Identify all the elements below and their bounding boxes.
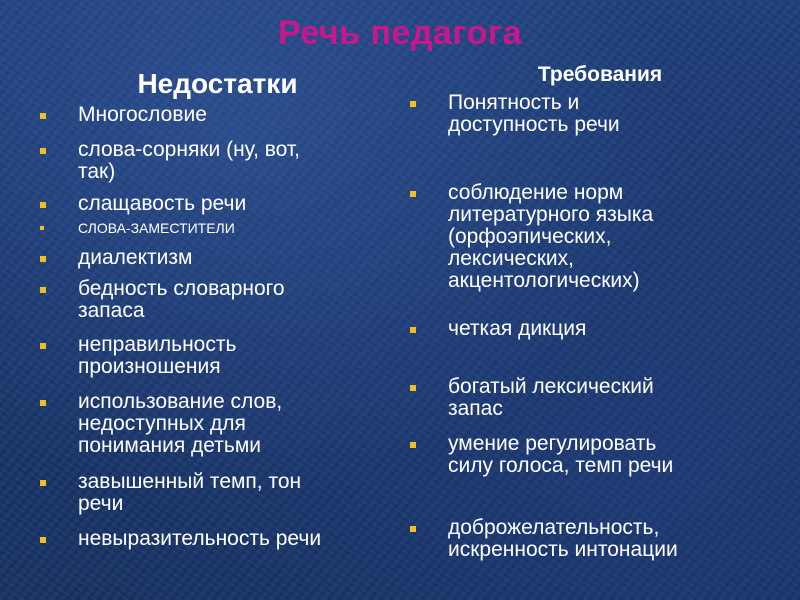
item-line: бедность словарного — [78, 277, 285, 300]
item-line: завышенный темп, тон — [78, 470, 302, 493]
item-line: неправильность — [78, 333, 237, 356]
bullet-icon — [40, 287, 46, 293]
bullet-icon — [410, 327, 416, 333]
bullet-icon — [410, 385, 416, 391]
bullet-icon — [40, 226, 44, 230]
item-line: произношения — [78, 355, 221, 378]
bullet-icon — [410, 101, 416, 107]
bullet-icon — [40, 537, 46, 543]
item-line: лексических, — [448, 247, 574, 270]
bullet-icon — [410, 442, 416, 448]
item-line: богатый лексический — [448, 375, 654, 398]
item-line: искренность интонации — [448, 538, 678, 561]
item-line: запаса — [78, 299, 145, 322]
item-line: умение регулировать — [448, 432, 657, 455]
item-line: недоступных для — [78, 412, 246, 435]
bullet-icon — [40, 148, 46, 154]
item-line: СЛОВА-ЗАМЕСТИТЕЛИ — [78, 220, 235, 236]
bullet-icon — [40, 480, 46, 486]
item-line: соблюдение норм — [448, 181, 624, 204]
bullet-icon — [40, 113, 46, 119]
item-line: акцентологических) — [448, 269, 640, 292]
left-column-heading: Недостатки — [137, 68, 298, 99]
item-line: силу голоса, темп речи — [448, 454, 674, 477]
bullet-icon — [40, 400, 46, 406]
item-line: (орфоэпических, — [448, 225, 612, 248]
item-line: доступность речи — [448, 113, 620, 136]
bullet-icon — [40, 343, 46, 349]
bullet-icon — [410, 191, 416, 197]
item-line: использование слов, — [78, 390, 283, 413]
bullet-icon — [40, 202, 46, 208]
item-line: Понятность и — [448, 91, 580, 114]
item-line: диалектизм — [78, 246, 193, 269]
item-line: литературного языка — [448, 203, 654, 226]
item-line: невыразительность речи — [78, 527, 322, 550]
item-line: запас — [448, 397, 503, 420]
item-line: Многословие — [78, 103, 207, 126]
item-line: речи — [78, 492, 124, 515]
item-line: слова-сорняки (ну, вот, — [78, 138, 300, 161]
item-line: понимания детьми — [78, 434, 261, 457]
item-line: доброжелательность, — [448, 516, 660, 539]
slide-title: Речь педагога — [278, 14, 522, 52]
bullet-icon — [40, 256, 46, 262]
item-line: слащавость речи — [78, 192, 247, 215]
right-column-heading: Требования — [537, 63, 663, 86]
item-line: четкая дикция — [448, 317, 587, 340]
item-line: так) — [78, 160, 116, 183]
bullet-icon — [410, 526, 416, 532]
